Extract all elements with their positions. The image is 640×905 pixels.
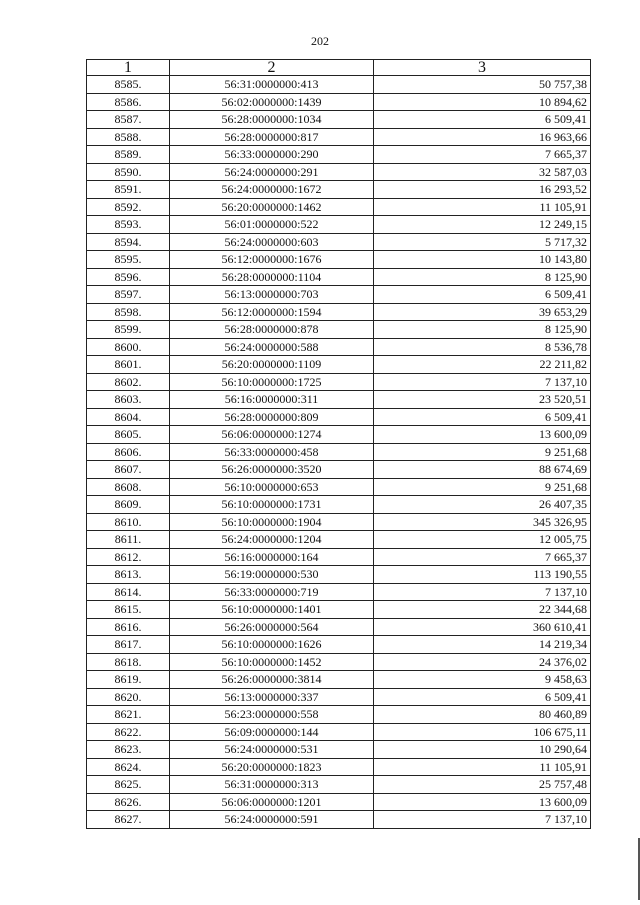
cadastral-number: 56:28:0000000:817 <box>170 128 374 146</box>
table-row <box>87 793 591 811</box>
row-number: 8610. <box>87 513 170 531</box>
row-number: 8601. <box>87 356 170 374</box>
row-number: 8597. <box>87 286 170 304</box>
cadastral-number: 56:33:0000000:290 <box>170 146 374 164</box>
row-value: 22 344,68 <box>374 601 591 619</box>
table-row <box>87 233 591 251</box>
row-number: 8623. <box>87 741 170 759</box>
row-number: 8604. <box>87 408 170 426</box>
row-value: 8 125,90 <box>374 321 591 339</box>
row-value: 22 211,82 <box>374 356 591 374</box>
table-row <box>87 93 591 111</box>
table-row <box>87 513 591 531</box>
row-value: 106 675,11 <box>374 723 591 741</box>
table-row <box>87 443 591 461</box>
cadastral-number: 56:16:0000000:311 <box>170 391 374 409</box>
row-number: 8615. <box>87 601 170 619</box>
cadastral-number: 56:24:0000000:603 <box>170 233 374 251</box>
cadastral-number: 56:28:0000000:878 <box>170 321 374 339</box>
row-value: 7 137,10 <box>374 583 591 601</box>
cadastral-number: 56:10:0000000:1904 <box>170 513 374 531</box>
row-number: 8588. <box>87 128 170 146</box>
table-row <box>87 776 591 794</box>
row-number: 8620. <box>87 688 170 706</box>
row-value: 10 894,62 <box>374 93 591 111</box>
table-row <box>87 408 591 426</box>
row-value: 32 587,03 <box>374 163 591 181</box>
row-number: 8621. <box>87 706 170 724</box>
row-value: 7 665,37 <box>374 146 591 164</box>
cadastral-number: 56:26:0000000:3520 <box>170 461 374 479</box>
row-number: 8602. <box>87 373 170 391</box>
row-number: 8606. <box>87 443 170 461</box>
row-value: 16 293,52 <box>374 181 591 199</box>
table-row <box>87 181 591 199</box>
row-number: 8596. <box>87 268 170 286</box>
cadastral-number: 56:33:0000000:719 <box>170 583 374 601</box>
row-number: 8607. <box>87 461 170 479</box>
row-value: 10 143,80 <box>374 251 591 269</box>
row-number: 8594. <box>87 233 170 251</box>
cadastral-number: 56:20:0000000:1109 <box>170 356 374 374</box>
row-value: 88 674,69 <box>374 461 591 479</box>
row-number: 8587. <box>87 111 170 129</box>
table-row <box>87 216 591 234</box>
cadastral-number: 56:28:0000000:1104 <box>170 268 374 286</box>
row-value: 6 509,41 <box>374 111 591 129</box>
table-row <box>87 548 591 566</box>
row-number: 8589. <box>87 146 170 164</box>
row-number: 8625. <box>87 776 170 794</box>
row-value: 6 509,41 <box>374 688 591 706</box>
cadastral-number: 56:10:0000000:1401 <box>170 601 374 619</box>
cadastral-number: 56:20:0000000:1462 <box>170 198 374 216</box>
row-value: 13 600,09 <box>374 793 591 811</box>
cadastral-number: 56:10:0000000:1731 <box>170 496 374 514</box>
row-value: 13 600,09 <box>374 426 591 444</box>
row-value: 7 137,10 <box>374 373 591 391</box>
table-row <box>87 618 591 636</box>
table-body <box>87 76 591 829</box>
table-row <box>87 286 591 304</box>
cadastral-number: 56:10:0000000:653 <box>170 478 374 496</box>
row-number: 8614. <box>87 583 170 601</box>
table-row <box>87 653 591 671</box>
row-number: 8608. <box>87 478 170 496</box>
table-row <box>87 811 591 829</box>
row-value: 345 326,95 <box>374 513 591 531</box>
row-value: 39 653,29 <box>374 303 591 321</box>
table-row <box>87 478 591 496</box>
row-number: 8593. <box>87 216 170 234</box>
cadastral-number: 56:26:0000000:564 <box>170 618 374 636</box>
row-value: 113 190,55 <box>374 566 591 584</box>
row-number: 8609. <box>87 496 170 514</box>
table-row <box>87 723 591 741</box>
cadastral-number: 56:28:0000000:1034 <box>170 111 374 129</box>
row-value: 16 963,66 <box>374 128 591 146</box>
table-row <box>87 601 591 619</box>
cadastral-number: 56:13:0000000:337 <box>170 688 374 706</box>
row-number: 8592. <box>87 198 170 216</box>
row-number: 8613. <box>87 566 170 584</box>
row-value: 24 376,02 <box>374 653 591 671</box>
table-row <box>87 583 591 601</box>
table-row <box>87 671 591 689</box>
cadastral-number: 56:09:0000000:144 <box>170 723 374 741</box>
row-number: 8626. <box>87 793 170 811</box>
row-value: 12 249,15 <box>374 216 591 234</box>
table-row <box>87 496 591 514</box>
cadastral-number: 56:24:0000000:531 <box>170 741 374 759</box>
cadastral-number: 56:26:0000000:3814 <box>170 671 374 689</box>
column-header-2: 2 <box>170 60 374 76</box>
row-value: 7 665,37 <box>374 548 591 566</box>
row-number: 8624. <box>87 758 170 776</box>
row-number: 8595. <box>87 251 170 269</box>
cadastral-number: 56:31:0000000:413 <box>170 76 374 94</box>
cadastral-number: 56:24:0000000:291 <box>170 163 374 181</box>
cadastral-number: 56:31:0000000:313 <box>170 776 374 794</box>
row-number: 8618. <box>87 653 170 671</box>
cadastral-number: 56:10:0000000:1725 <box>170 373 374 391</box>
cadastral-number: 56:06:0000000:1201 <box>170 793 374 811</box>
row-value: 8 536,78 <box>374 338 591 356</box>
row-value: 25 757,48 <box>374 776 591 794</box>
table-row <box>87 636 591 654</box>
table-row <box>87 303 591 321</box>
cadastral-number: 56:24:0000000:588 <box>170 338 374 356</box>
row-value: 5 717,32 <box>374 233 591 251</box>
table-row <box>87 321 591 339</box>
row-value: 9 251,68 <box>374 443 591 461</box>
cadastral-table <box>86 59 591 829</box>
table-row <box>87 338 591 356</box>
row-value: 9 458,63 <box>374 671 591 689</box>
table-header-row <box>87 60 591 76</box>
table-row <box>87 391 591 409</box>
cadastral-number: 56:24:0000000:1204 <box>170 531 374 549</box>
cadastral-number: 56:24:0000000:591 <box>170 811 374 829</box>
row-value: 360 610,41 <box>374 618 591 636</box>
table-row <box>87 426 591 444</box>
table-row <box>87 268 591 286</box>
row-number: 8590. <box>87 163 170 181</box>
row-value: 11 105,91 <box>374 758 591 776</box>
row-value: 11 105,91 <box>374 198 591 216</box>
row-number: 8603. <box>87 391 170 409</box>
table-row <box>87 128 591 146</box>
cadastral-number: 56:10:0000000:1626 <box>170 636 374 654</box>
row-number: 8627. <box>87 811 170 829</box>
row-value: 9 251,68 <box>374 478 591 496</box>
table-row <box>87 688 591 706</box>
row-value: 7 137,10 <box>374 811 591 829</box>
row-number: 8600. <box>87 338 170 356</box>
table-row <box>87 251 591 269</box>
table-row <box>87 111 591 129</box>
row-number: 8598. <box>87 303 170 321</box>
row-value: 6 509,41 <box>374 408 591 426</box>
table-row <box>87 356 591 374</box>
cadastral-number: 56:19:0000000:530 <box>170 566 374 584</box>
row-value: 6 509,41 <box>374 286 591 304</box>
cadastral-number: 56:20:0000000:1823 <box>170 758 374 776</box>
row-number: 8611. <box>87 531 170 549</box>
row-value: 23 520,51 <box>374 391 591 409</box>
cadastral-number: 56:13:0000000:703 <box>170 286 374 304</box>
row-number: 8585. <box>87 76 170 94</box>
row-number: 8617. <box>87 636 170 654</box>
table-row <box>87 373 591 391</box>
row-number: 8599. <box>87 321 170 339</box>
row-value: 26 407,35 <box>374 496 591 514</box>
cadastral-number: 56:12:0000000:1676 <box>170 251 374 269</box>
row-number: 8622. <box>87 723 170 741</box>
table-row <box>87 741 591 759</box>
row-value: 10 290,64 <box>374 741 591 759</box>
column-header-3: 3 <box>374 60 591 76</box>
cadastral-number: 56:23:0000000:558 <box>170 706 374 724</box>
table-row <box>87 531 591 549</box>
row-number: 8619. <box>87 671 170 689</box>
table-row <box>87 758 591 776</box>
row-number: 8612. <box>87 548 170 566</box>
table-row <box>87 163 591 181</box>
row-value: 8 125,90 <box>374 268 591 286</box>
cadastral-number: 56:24:0000000:1672 <box>170 181 374 199</box>
table-row <box>87 566 591 584</box>
row-number: 8605. <box>87 426 170 444</box>
table-row <box>87 146 591 164</box>
table-row <box>87 76 591 94</box>
row-number: 8591. <box>87 181 170 199</box>
cadastral-number: 56:28:0000000:809 <box>170 408 374 426</box>
row-value: 14 219,34 <box>374 636 591 654</box>
row-number: 8586. <box>87 93 170 111</box>
row-number: 8616. <box>87 618 170 636</box>
cadastral-number: 56:06:0000000:1274 <box>170 426 374 444</box>
cadastral-number: 56:16:0000000:164 <box>170 548 374 566</box>
row-value: 50 757,38 <box>374 76 591 94</box>
column-header-1: 1 <box>87 60 170 76</box>
row-value: 80 460,89 <box>374 706 591 724</box>
cadastral-number: 56:02:0000000:1439 <box>170 93 374 111</box>
page-number: 202 <box>311 34 329 48</box>
cadastral-number: 56:01:0000000:522 <box>170 216 374 234</box>
cadastral-number: 56:12:0000000:1594 <box>170 303 374 321</box>
table-row <box>87 198 591 216</box>
cadastral-number: 56:10:0000000:1452 <box>170 653 374 671</box>
cadastral-number: 56:33:0000000:458 <box>170 443 374 461</box>
row-value: 12 005,75 <box>374 531 591 549</box>
table-row <box>87 461 591 479</box>
table-row <box>87 706 591 724</box>
